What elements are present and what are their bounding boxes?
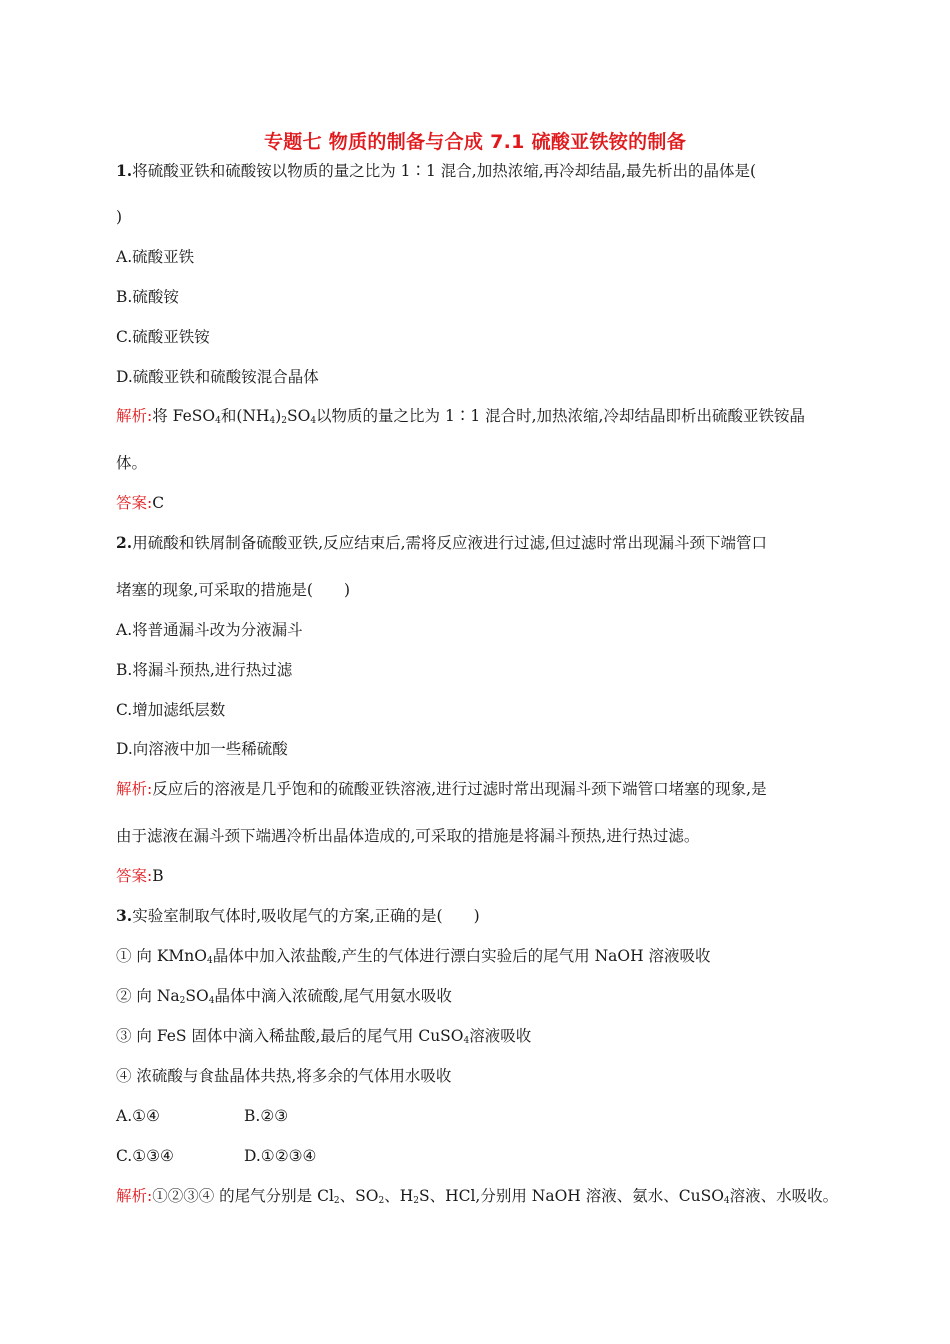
q2-option-a: A.将普通漏斗改为分液漏斗 (116, 621, 303, 639)
q3-item-text: 溶液吸收 (469, 1027, 532, 1045)
q2-option-c: C.增加滤纸层数 (116, 701, 226, 719)
subscript: 4 (208, 996, 215, 1006)
q1-number: 1. (116, 161, 133, 180)
q1-analysis-line2: 体。 (116, 454, 148, 472)
q1-analysis-label: 解析: (116, 407, 153, 425)
q3-analysis-text: S、HCl,分别用 NaOH 溶液、氨水、CuSO (418, 1187, 724, 1205)
q3-item-text: ② 向 Na (116, 987, 180, 1005)
q1-option-b: B.硫酸铵 (116, 288, 179, 306)
q3-item-3 (116, 1025, 531, 1052)
q1-analysis-text: 以物质的量之比为 1∶1 混合时,加热浓缩,冷却结晶即析出硫酸亚铁铵晶 (316, 407, 805, 425)
q3-stem-text: 实验室制取气体时,吸收尾气的方案,正确的是( ) (132, 907, 480, 925)
q3-item-text: ③ 向 FeS 固体中滴入稀盐酸,最后的尾气用 CuSO (116, 1027, 464, 1045)
q1-analysis-text: 将 FeSO (152, 407, 216, 425)
subscript: 2 (179, 996, 186, 1006)
q2-analysis-text: 反应后的溶液是几乎饱和的硫酸亚铁溶液,进行过滤时常出现漏斗颈下端管口堵塞的现象,是 (152, 780, 767, 798)
q3-option-c: C.①③④ (116, 1147, 174, 1165)
q2-option-b: B.将漏斗预热,进行热过滤 (116, 661, 293, 679)
q3-item-2 (116, 985, 452, 1012)
q3-option-a: A.①④ (116, 1107, 160, 1125)
q3-item-1 (116, 945, 711, 972)
q3-stem (116, 905, 480, 927)
subscript: 2 (281, 416, 287, 426)
q2-number: 2. (116, 533, 133, 552)
q2-stem-line2: 堵塞的现象,可采取的措施是( ) (116, 581, 351, 599)
q3-item-text: 晶体中滴入浓硫酸,尾气用氨水吸收 (214, 987, 452, 1005)
subscript: 4 (310, 416, 317, 426)
q1-analysis-line1 (116, 405, 805, 432)
q2-analysis-line1 (116, 778, 767, 800)
subscript: 2 (333, 1196, 340, 1206)
q3-item-text: ① 向 KMnO (116, 947, 207, 965)
q3-analysis-text: 、H (384, 1187, 414, 1205)
q3-analysis-text: 溶液、水吸收。 (729, 1187, 839, 1205)
q3-item-text: SO (185, 987, 209, 1005)
q3-analysis-text: 、SO (339, 1187, 379, 1205)
q1-stem-line2: ) (116, 208, 123, 226)
q1-analysis-text: SO (286, 407, 311, 425)
q1-analysis-text: ) (275, 407, 282, 425)
page-title: 专题七 物质的制备与合成 7.1 硫酸亚铁铵的制备 (263, 131, 686, 153)
subscript: 2 (378, 1196, 385, 1206)
q1-option-a: A.硫酸亚铁 (116, 248, 195, 266)
q2-answer-value: B (152, 867, 164, 885)
q3-item-text: 晶体中加入浓盐酸,产生的气体进行漂白实验后的尾气用 NaOH 溶液吸收 (212, 947, 711, 965)
q3-option-d: D.①②③④ (244, 1147, 317, 1165)
q3-number: 3. (116, 906, 133, 925)
q2-stem-text: 用硫酸和铁屑制备硫酸亚铁,反应结束后,需将反应液进行过滤,但过滤时常出现漏斗颈下端管口 (132, 534, 767, 552)
subscript: 4 (723, 1196, 730, 1206)
q1-answer-label: 答案: (116, 494, 153, 512)
subscript: 4 (463, 1036, 470, 1046)
q3-item-4: ④ 浓硫酸与食盐晶体共热,将多余的气体用水吸收 (116, 1067, 452, 1085)
q2-answer-label: 答案: (116, 867, 153, 885)
q1-stem-text: 将硫酸亚铁和硫酸铵以物质的量之比为 1∶1 混合,加热浓缩,再冷却结晶,最先析出的晶体是( (132, 162, 757, 180)
q1-option-d: D.硫酸亚铁和硫酸铵混合晶体 (116, 368, 319, 386)
q1-analysis-text: 和(NH (220, 407, 270, 425)
q3-analysis (116, 1185, 838, 1212)
q2-analysis-line2: 由于滤液在漏斗颈下端遇冷析出晶体造成的,可采取的措施是将漏斗预热,进行热过滤。 (116, 827, 700, 845)
subscript: 4 (207, 956, 213, 966)
q1-stem-line1 (116, 160, 756, 182)
q3-analysis-label: 解析: (116, 1187, 153, 1205)
subscript: 4 (269, 416, 276, 426)
q1-answer (116, 492, 164, 514)
subscript: 2 (413, 1196, 419, 1206)
q1-option-c: C.硫酸亚铁铵 (116, 328, 210, 346)
subscript: 4 (215, 416, 221, 426)
q2-analysis-label: 解析: (116, 780, 153, 798)
q2-stem-line1 (116, 532, 767, 554)
q2-answer (116, 865, 164, 887)
q2-option-d: D.向溶液中加一些稀硫酸 (116, 740, 288, 758)
q3-analysis-text: ①②③④ 的尾气分别是 Cl (152, 1187, 334, 1205)
q3-option-b: B.②③ (244, 1107, 289, 1125)
q1-answer-value: C (152, 494, 165, 512)
